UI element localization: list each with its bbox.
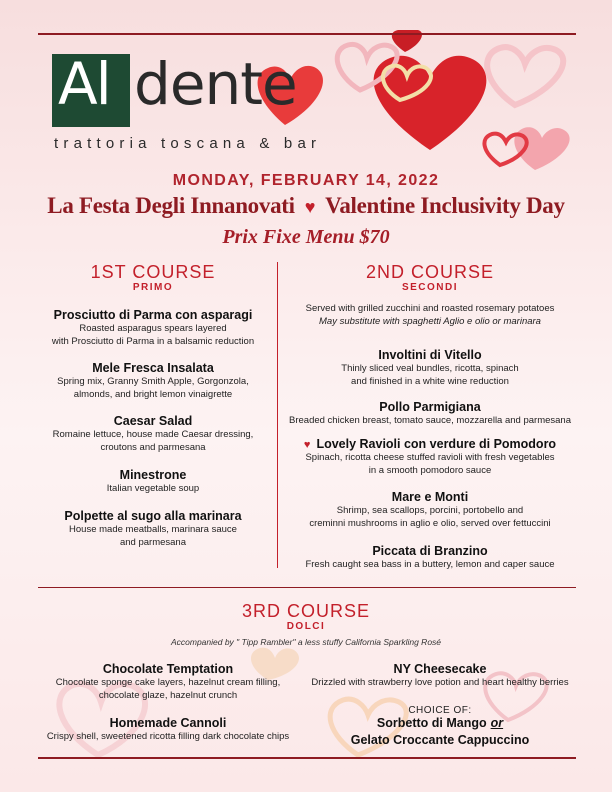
wine-pairing: Accompanied by " Tipp Rambler" a less stuffy California Sparkling Rosé — [170, 637, 442, 647]
course3-title: 3RD COURSE — [241, 601, 371, 621]
dish-desc: Thinly sliced veal bundles, ricotta, spinach — [341, 363, 519, 374]
menu-item — [38, 662, 298, 702]
dish-desc: Fresh caught sea bass in a buttery, lemon and caper sauce — [305, 559, 555, 570]
dish-desc: almonds, and bright lemon vinaigrette — [73, 389, 233, 400]
dish-name: Piccata di Branzino — [372, 544, 488, 558]
course1-column — [40, 262, 266, 562]
dish-name: Lovely Ravioli con verdure di Pomodoro — [316, 437, 557, 451]
menu-item — [40, 361, 266, 401]
menu-item — [40, 509, 266, 549]
dish-desc: Shrimp, sea scallops, porcini, portobello and — [336, 505, 524, 516]
dish-desc: creminni mushrooms in aglio e olio, served over fettuccini — [309, 518, 551, 529]
dish-name: Minestrone — [119, 468, 187, 482]
section-rule — [38, 587, 576, 588]
logo-al: Al — [58, 50, 110, 118]
dish-name-row — [284, 437, 576, 451]
dish-desc: Italian vegetable soup — [106, 483, 200, 494]
sides-note: Served with grilled zucchini and roasted rosemary potatoes — [305, 303, 555, 314]
bottom-rule — [38, 757, 576, 759]
dish-desc: Crispy shell, sweetened ricotta filling dark chocolate chips — [46, 731, 290, 742]
menu-item — [40, 414, 266, 454]
menu-item — [40, 308, 266, 348]
heart-icon: ♥ — [303, 439, 311, 451]
dish-name: Mare e Monti — [391, 490, 469, 504]
menu-item — [40, 468, 266, 495]
course1-subtitle: PRIMO — [132, 282, 174, 293]
substitute-note: May substitute with spaghetti Aglio e olio or marinara — [319, 316, 541, 327]
dish-desc: with Prosciutto di Parma in a balsamic reduction — [51, 336, 255, 347]
heart-icon: ♥ — [304, 197, 316, 217]
event-title — [0, 193, 612, 219]
course1-title: 1ST COURSE — [90, 262, 216, 282]
choice-a: Sorbetto di Mango — [376, 716, 487, 730]
column-divider — [277, 262, 278, 568]
menu-item — [284, 544, 576, 571]
dish-desc: Drizzled with strawberry love potion and heart healthy berries — [311, 677, 569, 688]
dish-name: Chocolate Temptation — [102, 662, 234, 676]
choice-b: Gelato Croccante Cappuccino — [350, 733, 530, 747]
heart-icon — [487, 47, 563, 105]
menu-item — [284, 437, 576, 477]
dish-desc: Spring mix, Granny Smith Apple, Gorgonzola, — [57, 376, 249, 387]
course2-title: 2ND COURSE — [365, 262, 495, 282]
logo-subtitle: trattoria toscana & bar — [54, 135, 322, 152]
title-right: Valentine Inclusivity Day — [325, 193, 565, 218]
course2-column — [284, 262, 576, 572]
dish-desc: croutons and parmesana — [100, 442, 206, 453]
prix-fixe-price: Prix Fixe Menu $70 — [222, 226, 390, 248]
menu-item — [284, 400, 576, 427]
choice-or: or — [490, 716, 504, 730]
dish-desc: Romaine lettuce, house made Caesar dressing, — [52, 429, 254, 440]
menu-item — [284, 490, 576, 530]
dish-name: NY Cheesecake — [393, 662, 487, 676]
title-left: La Festa Degli Innanovati — [47, 193, 295, 218]
top-rule — [38, 33, 576, 35]
event-date: MONDAY, FEBRUARY 14, 2022 — [172, 172, 440, 189]
menu-item — [284, 348, 576, 388]
dish-desc: in a smooth pomodoro sauce — [368, 465, 492, 476]
logo-dente: dente — [134, 50, 297, 118]
dish-name: Homemade Cannoli — [109, 716, 227, 730]
dish-name: Caesar Salad — [113, 414, 193, 428]
menu-item — [28, 716, 308, 743]
dish-desc: Spinach, ricotta cheese stuffed ravioli with fresh vegetables — [305, 452, 555, 463]
choice-label: CHOICE OF: — [408, 705, 472, 716]
course2-note — [284, 302, 576, 328]
menu-item — [300, 662, 580, 689]
course2-subtitle: SECONDI — [401, 282, 459, 293]
dish-name: Mele Fresca Insalata — [92, 361, 214, 375]
dish-desc: Chocolate sponge cake layers, hazelnut cream filling, — [55, 677, 281, 688]
choice-a-row — [300, 716, 580, 730]
dish-name: Pollo Parmigiana — [379, 400, 481, 414]
dish-desc: House made meatballs, marinara sauce — [69, 524, 237, 535]
dish-desc: and finished in a white wine reduction — [351, 376, 509, 387]
dish-name: Involtini di Vitello — [378, 348, 482, 362]
course3-subtitle: DOLCI — [286, 621, 326, 632]
dish-name: Polpette al sugo alla marinara — [64, 509, 242, 523]
dish-name: Prosciutto di Parma con asparagi — [53, 308, 253, 322]
dish-desc: Roasted asparagus spears layered — [79, 323, 227, 334]
dish-desc: and parmesana — [119, 537, 187, 548]
dish-desc: chocolate glaze, hazelnut crunch — [98, 690, 238, 701]
dish-desc: Breaded chicken breast, tomato sauce, mozzarella and parmesana — [289, 415, 571, 426]
dessert-choice — [300, 705, 580, 747]
